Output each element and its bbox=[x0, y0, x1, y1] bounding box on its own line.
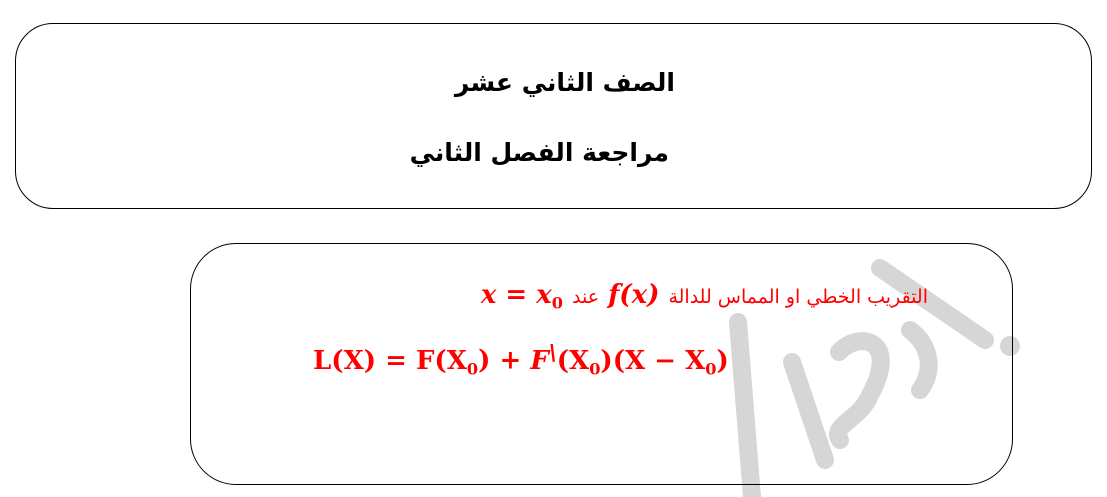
linear-approximation-formula: $L(X) = F(X_0) + F^\backslash(X_0)(X - X_0)$ bbox=[313, 340, 729, 379]
header-box bbox=[15, 23, 1092, 209]
definition-text: التقريب الخطي او المماس للدالة bbox=[668, 286, 928, 308]
formula-tail: $(X_0)(X - X_0)$ bbox=[556, 345, 729, 379]
point-condition: $x = x_0$ bbox=[480, 280, 563, 313]
definition-line bbox=[368, 280, 928, 320]
grade-title: الصف الثاني عشر bbox=[454, 68, 675, 97]
formula-lhs: $L(X) = F(X_0$ bbox=[313, 345, 479, 379]
f-prime: F\ bbox=[530, 340, 557, 376]
at-word: عند bbox=[571, 286, 600, 308]
function-notation: f(x) bbox=[608, 280, 660, 310]
chapter-review-title: مراجعة الفصل الثاني bbox=[409, 138, 669, 167]
